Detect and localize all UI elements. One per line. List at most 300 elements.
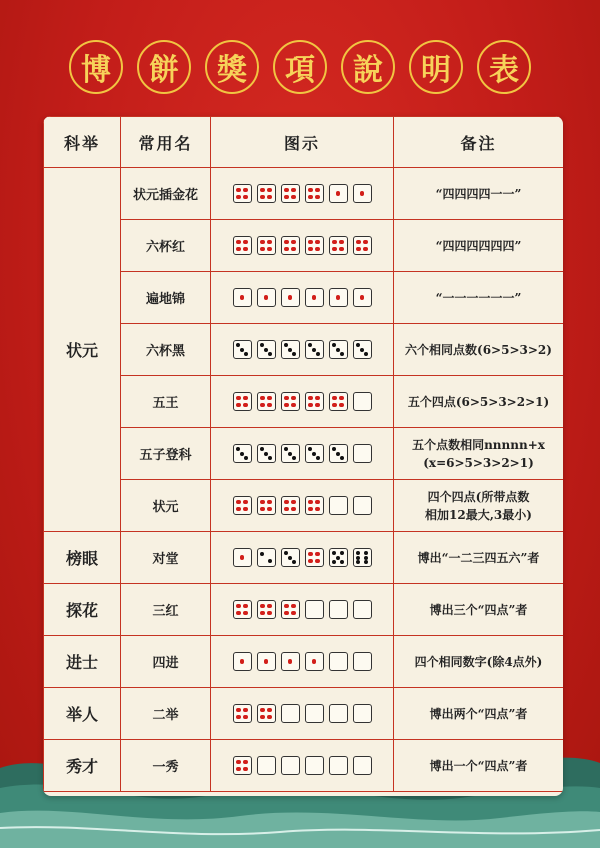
die-pip (356, 560, 360, 564)
die-pip (243, 611, 248, 616)
die-face-4 (233, 496, 252, 515)
die-pip (240, 452, 244, 456)
dice-group (211, 288, 393, 307)
die-face-4 (305, 496, 324, 515)
die-pip (264, 659, 269, 664)
category-cell: 秀才 (44, 740, 121, 792)
die-pip (332, 560, 336, 564)
die-pip (315, 240, 320, 245)
die-pip (308, 552, 313, 557)
die-pip (356, 551, 360, 555)
die-pip (260, 708, 265, 713)
note-text: 相加12最大,3最小) (425, 507, 532, 522)
die-pip (236, 447, 240, 451)
die-face-1 (353, 288, 372, 307)
die-pip (236, 500, 241, 505)
dice-group (211, 184, 393, 203)
die-pip (336, 295, 341, 300)
die-face-4 (305, 184, 324, 203)
die-pip (260, 403, 265, 408)
die-pip (356, 556, 360, 560)
die-face-3 (281, 340, 300, 359)
die-pip (268, 456, 272, 460)
die-pip (315, 188, 320, 193)
die-pip (336, 556, 340, 560)
die-pip (312, 295, 317, 300)
die-blank (281, 756, 300, 775)
header-note: 备注 (394, 117, 564, 168)
title-char: 說 (341, 40, 395, 94)
die-pip (308, 240, 313, 245)
dice-group (211, 548, 393, 567)
die-face-4 (281, 600, 300, 619)
die-face-3 (329, 340, 348, 359)
die-pip (308, 247, 313, 252)
die-pip (236, 195, 241, 200)
die-pip (236, 403, 241, 408)
note-cell (394, 480, 564, 532)
note-cell (394, 324, 564, 376)
dice-group (211, 444, 393, 463)
die-pip (284, 403, 289, 408)
die-pip (315, 552, 320, 557)
die-pip (240, 659, 245, 664)
die-pip (292, 456, 296, 460)
note-cell (394, 168, 564, 220)
die-pip (267, 708, 272, 713)
die-pip (236, 715, 241, 720)
die-face-3 (281, 548, 300, 567)
dice-diagram-cell (211, 428, 394, 480)
title-char: 項 (273, 40, 327, 94)
table-row (44, 428, 564, 480)
die-pip (284, 188, 289, 193)
die-pip (360, 295, 365, 300)
die-pip (288, 295, 293, 300)
die-face-4 (329, 236, 348, 255)
die-pip (332, 403, 337, 408)
die-face-4 (233, 600, 252, 619)
die-pip (284, 195, 289, 200)
note-text: 博出两个“四点”者 (429, 706, 528, 721)
die-face-6 (353, 548, 372, 567)
header-category: 科举 (44, 117, 121, 168)
dice-group (211, 392, 393, 411)
die-pip (240, 295, 245, 300)
die-pip (332, 447, 336, 451)
die-pip (284, 500, 289, 505)
die-pip (308, 500, 313, 505)
die-pip (236, 760, 241, 765)
die-pip (267, 195, 272, 200)
note-text: 六个相同点数(6>5>3>2) (405, 342, 552, 357)
dice-diagram-cell (211, 740, 394, 792)
die-face-3 (233, 340, 252, 359)
note-text: 五个四点(6>5>3>2>1) (407, 394, 550, 409)
table-row (44, 636, 564, 688)
title-char: 表 (477, 40, 531, 94)
die-face-4 (233, 392, 252, 411)
die-face-4 (233, 184, 252, 203)
prize-table-card (43, 116, 563, 796)
die-pip (288, 348, 292, 352)
die-pip (260, 447, 264, 451)
die-pip (267, 247, 272, 252)
common-name-cell: 五子登科 (121, 428, 211, 480)
category-cell: 举人 (44, 688, 121, 740)
dice-group (211, 756, 393, 775)
die-face-3 (233, 444, 252, 463)
note-text: “四四四四一一” (435, 186, 522, 201)
die-blank (329, 496, 348, 515)
die-pip (236, 396, 241, 401)
die-face-4 (305, 236, 324, 255)
die-pip (260, 240, 265, 245)
die-face-4 (281, 236, 300, 255)
title-char: 明 (409, 40, 463, 94)
die-pip (243, 195, 248, 200)
die-pip (315, 195, 320, 200)
die-blank (329, 756, 348, 775)
die-face-1 (233, 548, 252, 567)
die-face-4 (257, 704, 276, 723)
note-cell (394, 220, 564, 272)
die-pip (243, 715, 248, 720)
die-face-3 (305, 444, 324, 463)
common-name-cell: 状元 (121, 480, 211, 532)
die-pip (308, 447, 312, 451)
common-name-cell: 二举 (121, 688, 211, 740)
dice-diagram-cell (211, 220, 394, 272)
die-pip (292, 352, 296, 356)
die-pip (291, 240, 296, 245)
dice-diagram-cell (211, 480, 394, 532)
die-pip (340, 352, 344, 356)
die-pip (243, 708, 248, 713)
die-face-3 (353, 340, 372, 359)
die-blank (353, 704, 372, 723)
die-face-4 (281, 496, 300, 515)
die-pip (244, 456, 248, 460)
die-pip (315, 396, 320, 401)
common-name-cell: 对堂 (121, 532, 211, 584)
title-char: 餅 (137, 40, 191, 94)
dice-group (211, 704, 393, 723)
die-pip (236, 767, 241, 772)
dice-diagram-cell (211, 272, 394, 324)
die-pip (260, 195, 265, 200)
note-text: (x=6>5>3>2>1) (423, 455, 534, 470)
die-pip (284, 343, 288, 347)
die-pip (267, 715, 272, 720)
die-pip (260, 247, 265, 252)
die-pip (316, 352, 320, 356)
die-blank (353, 392, 372, 411)
die-pip (236, 708, 241, 713)
common-name-cell: 遍地锦 (121, 272, 211, 324)
die-pip (291, 247, 296, 252)
die-pip (340, 551, 344, 555)
die-pip (260, 188, 265, 193)
die-face-4 (353, 236, 372, 255)
die-pip (240, 348, 244, 352)
die-face-1 (257, 652, 276, 671)
die-pip (312, 452, 316, 456)
note-cell (394, 740, 564, 792)
die-pip (284, 447, 288, 451)
dice-diagram-cell (211, 584, 394, 636)
die-pip (339, 396, 344, 401)
die-pip (339, 247, 344, 252)
die-pip (340, 560, 344, 564)
die-pip (356, 240, 361, 245)
common-name-cell: 三红 (121, 584, 211, 636)
die-pip (291, 611, 296, 616)
table-row (44, 168, 564, 220)
die-blank (353, 600, 372, 619)
die-face-4 (305, 548, 324, 567)
common-name-cell: 一秀 (121, 740, 211, 792)
title-char: 獎 (205, 40, 259, 94)
die-face-5 (329, 548, 348, 567)
die-blank (353, 756, 372, 775)
die-face-1 (305, 652, 324, 671)
prize-table (43, 116, 563, 792)
die-pip (308, 188, 313, 193)
die-pip (308, 343, 312, 347)
die-pip (291, 604, 296, 609)
die-pip (291, 507, 296, 512)
die-blank (281, 704, 300, 723)
die-pip (284, 507, 289, 512)
die-pip (267, 240, 272, 245)
die-pip (336, 191, 341, 196)
table-row (44, 584, 564, 636)
die-pip (336, 452, 340, 456)
die-face-3 (329, 444, 348, 463)
die-pip (312, 348, 316, 352)
die-pip (332, 551, 336, 555)
die-face-4 (233, 704, 252, 723)
die-face-4 (281, 392, 300, 411)
common-name-cell: 状元插金花 (121, 168, 211, 220)
category-cell: 榜眼 (44, 532, 121, 584)
table-row (44, 376, 564, 428)
die-pip (284, 551, 288, 555)
die-pip (243, 767, 248, 772)
die-pip (267, 604, 272, 609)
die-blank (353, 444, 372, 463)
dice-diagram-cell (211, 168, 394, 220)
die-pip (260, 500, 265, 505)
note-cell (394, 636, 564, 688)
die-pip (291, 195, 296, 200)
die-pip (291, 500, 296, 505)
die-pip (243, 396, 248, 401)
die-pip (268, 559, 272, 563)
die-pip (363, 247, 368, 252)
table-row (44, 532, 564, 584)
dice-group (211, 496, 393, 515)
die-pip (244, 352, 248, 356)
category-cell: 进士 (44, 636, 121, 688)
die-pip (291, 188, 296, 193)
dice-diagram-cell (211, 324, 394, 376)
note-cell (394, 532, 564, 584)
die-face-4 (305, 392, 324, 411)
note-text: 四个相同数字(除4点外) (414, 654, 543, 669)
dice-group (211, 236, 393, 255)
die-pip (236, 188, 241, 193)
die-pip (236, 240, 241, 245)
die-pip (284, 604, 289, 609)
die-pip (267, 396, 272, 401)
note-cell (394, 584, 564, 636)
die-pip (264, 348, 268, 352)
table-row (44, 272, 564, 324)
die-pip (260, 715, 265, 720)
table-row (44, 688, 564, 740)
note-text: 博出“一二三四五六”者 (417, 550, 540, 565)
die-pip (284, 396, 289, 401)
die-pip (315, 247, 320, 252)
die-blank (353, 652, 372, 671)
die-face-1 (329, 288, 348, 307)
die-pip (332, 247, 337, 252)
die-pip (308, 396, 313, 401)
die-face-1 (305, 288, 324, 307)
die-face-3 (305, 340, 324, 359)
die-pip (288, 452, 292, 456)
die-pip (364, 560, 368, 564)
category-cell: 探花 (44, 584, 121, 636)
die-pip (260, 611, 265, 616)
die-pip (315, 500, 320, 505)
dice-group (211, 652, 393, 671)
dice-group (211, 600, 393, 619)
title-char: 博 (69, 40, 123, 94)
die-pip (267, 507, 272, 512)
die-face-4 (257, 184, 276, 203)
die-pip (332, 343, 336, 347)
die-pip (339, 240, 344, 245)
die-pip (236, 604, 241, 609)
die-face-4 (329, 392, 348, 411)
common-name-cell: 五王 (121, 376, 211, 428)
die-pip (315, 403, 320, 408)
die-pip (260, 552, 264, 556)
die-pip (240, 555, 245, 560)
table-row (44, 740, 564, 792)
note-text: 博出三个“四点”者 (429, 602, 528, 617)
die-pip (243, 500, 248, 505)
die-face-1 (281, 288, 300, 307)
die-blank (329, 652, 348, 671)
die-pip (308, 195, 313, 200)
die-pip (243, 247, 248, 252)
die-pip (360, 348, 364, 352)
die-face-1 (233, 652, 252, 671)
table-row (44, 324, 564, 376)
die-face-1 (329, 184, 348, 203)
die-face-2 (257, 548, 276, 567)
die-face-1 (353, 184, 372, 203)
die-pip (264, 452, 268, 456)
die-pip (315, 559, 320, 564)
note-text: “一一一一一一” (435, 290, 522, 305)
die-pip (243, 188, 248, 193)
die-face-4 (233, 756, 252, 775)
die-pip (308, 559, 313, 564)
die-pip (315, 507, 320, 512)
die-face-4 (281, 184, 300, 203)
die-pip (291, 396, 296, 401)
die-blank (329, 600, 348, 619)
die-pip (267, 403, 272, 408)
die-pip (363, 240, 368, 245)
die-pip (236, 611, 241, 616)
die-pip (339, 403, 344, 408)
table-row (44, 480, 564, 532)
die-pip (364, 551, 368, 555)
note-text: 五个点数相同nnnnn+x (412, 437, 545, 452)
die-pip (360, 191, 365, 196)
common-name-cell: 六杯红 (121, 220, 211, 272)
die-pip (288, 556, 292, 560)
die-pip (291, 403, 296, 408)
die-pip (236, 247, 241, 252)
die-blank (257, 756, 276, 775)
die-pip (243, 240, 248, 245)
die-pip (336, 348, 340, 352)
die-pip (260, 396, 265, 401)
die-pip (267, 611, 272, 616)
die-pip (364, 556, 368, 560)
die-blank (305, 704, 324, 723)
die-pip (364, 352, 368, 356)
die-face-3 (257, 340, 276, 359)
die-pip (236, 343, 240, 347)
die-pip (284, 611, 289, 616)
die-face-3 (281, 444, 300, 463)
table-row (44, 220, 564, 272)
die-pip (332, 240, 337, 245)
die-pip (267, 500, 272, 505)
die-pip (260, 604, 265, 609)
common-name-cell: 四进 (121, 636, 211, 688)
die-face-4 (257, 392, 276, 411)
die-pip (340, 456, 344, 460)
die-face-4 (257, 600, 276, 619)
die-blank (353, 496, 372, 515)
note-text: “四四四四四四” (435, 238, 522, 253)
die-pip (243, 604, 248, 609)
dice-group (211, 340, 393, 359)
die-face-1 (233, 288, 252, 307)
note-cell (394, 688, 564, 740)
die-pip (292, 560, 296, 564)
die-pip (332, 396, 337, 401)
die-face-1 (281, 652, 300, 671)
die-blank (305, 756, 324, 775)
note-cell (394, 428, 564, 480)
die-pip (288, 659, 293, 664)
die-pip (312, 659, 317, 664)
die-pip (284, 240, 289, 245)
die-pip (356, 247, 361, 252)
die-blank (329, 704, 348, 723)
die-pip (243, 760, 248, 765)
